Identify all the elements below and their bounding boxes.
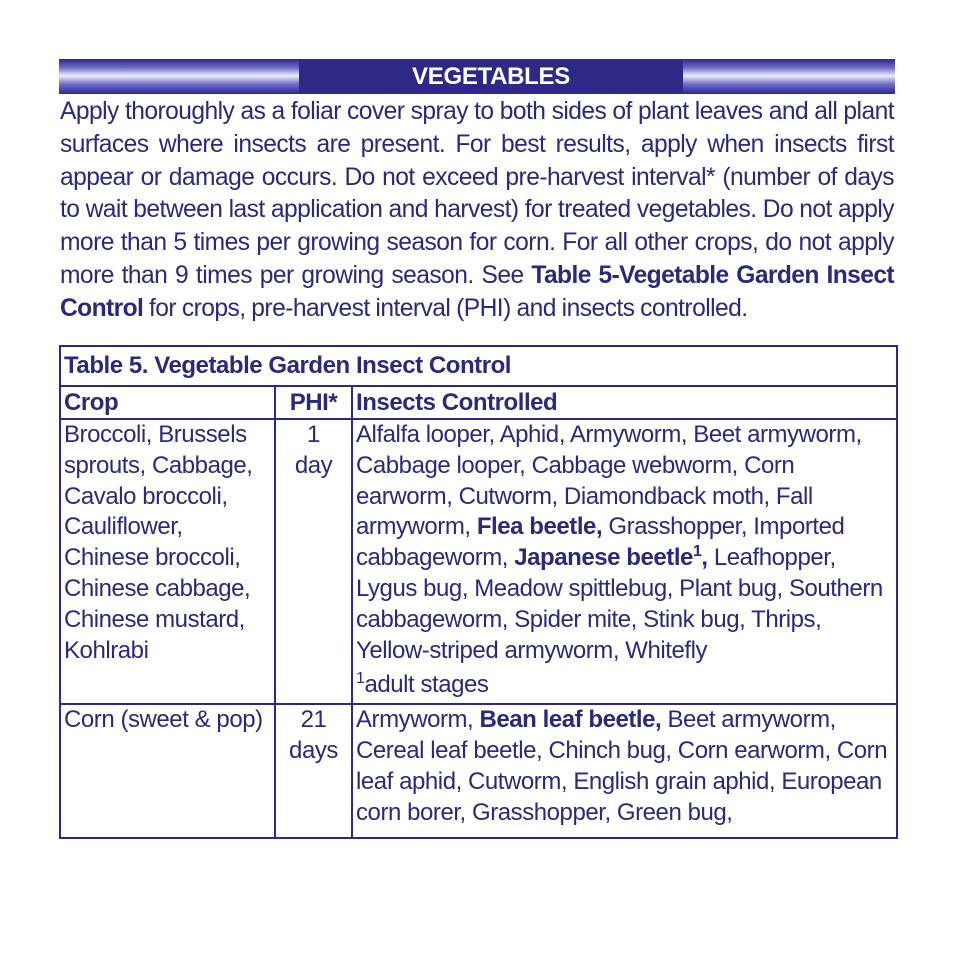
header-insects: Insects Controlled (352, 386, 897, 419)
phi-cell (275, 419, 352, 704)
phi-unit: day (294, 451, 333, 479)
insect-highlight: Flea beetle, (476, 513, 603, 541)
insects-text: Beet armyworm, Cereal leaf beetle, Chinch bug, Corn earworm, Corn leaf aphid, Cutworm, English grain aphid, European corn borer, Grasshopper, Green bug, (356, 706, 888, 826)
intro-text-end: for crops, pre-harvest interval (PHI) and insects controlled. (143, 294, 748, 322)
phi-value: 1 (307, 421, 320, 448)
comma: , (701, 544, 708, 572)
insect-control-table (59, 345, 898, 839)
table-title: Table 5. Vegetable Garden Insect Control (60, 346, 897, 386)
footnote-text: adult stages (364, 671, 489, 699)
table-reference: Table 5-Vegetable Garden Insect Control (60, 261, 894, 322)
crop-cell: Corn (sweet & pop) (60, 704, 275, 838)
header-crop: Crop (60, 386, 275, 419)
phi-cell (275, 704, 352, 838)
insect-highlight: Bean leaf beetle, (479, 706, 662, 734)
intro-paragraph (60, 96, 894, 326)
section-title: VEGETABLES (299, 59, 683, 94)
insect-name: Japanese beetle (514, 544, 693, 572)
insect-highlight (514, 544, 707, 571)
intro-text: Apply thoroughly as a foliar cover spray to both sides of plant leaves and all plant surfaces where insects are present. For best results, apply when insects first appear or damage occurs. Do not exceed pre-harvest interval* (number of days to wait between last application and harvest) for treated vegetables. Do not apply more than 5 times per growing season for corn. For all other crops, do not apply more than 9 times per growing season. See (60, 98, 894, 289)
table-row (60, 704, 897, 838)
insects-text: Armyworm, (356, 706, 480, 734)
footnote-marker: 1 (692, 543, 702, 561)
footnote (356, 670, 893, 701)
insects-cell (352, 419, 897, 704)
insects-text: Alfalfa looper, Aphid, Armyworm, Beet armyworm, Cabbage looper, Cabbage webworm, Corn earworm, Cutworm, Diamondback moth, Fall armyworm, (356, 421, 862, 541)
header-phi: PHI* (275, 386, 352, 419)
crop-cell: Broccoli, Brussels sprouts, Cabbage, Cavalo broccoli, Cauliflower, Chinese broccoli, Chinese cabbage, Chinese mustard, Kohlrabi (60, 419, 275, 704)
insects-text: Leafhopper, Lygus bug, Meadow spittlebug, Plant bug, Southern cabbageworm, Spider mite, Stink bug, Thrips, Yellow-striped armyworm, Whitefly (356, 544, 883, 664)
phi-unit: days (289, 736, 338, 764)
insects-text: Grasshopper, Imported cabbageworm, (356, 513, 845, 572)
table-row (60, 419, 897, 704)
footnote-marker: 1 (356, 670, 365, 688)
section-banner (59, 59, 895, 94)
phi-value: 21 (300, 706, 327, 734)
insects-cell (352, 704, 897, 838)
